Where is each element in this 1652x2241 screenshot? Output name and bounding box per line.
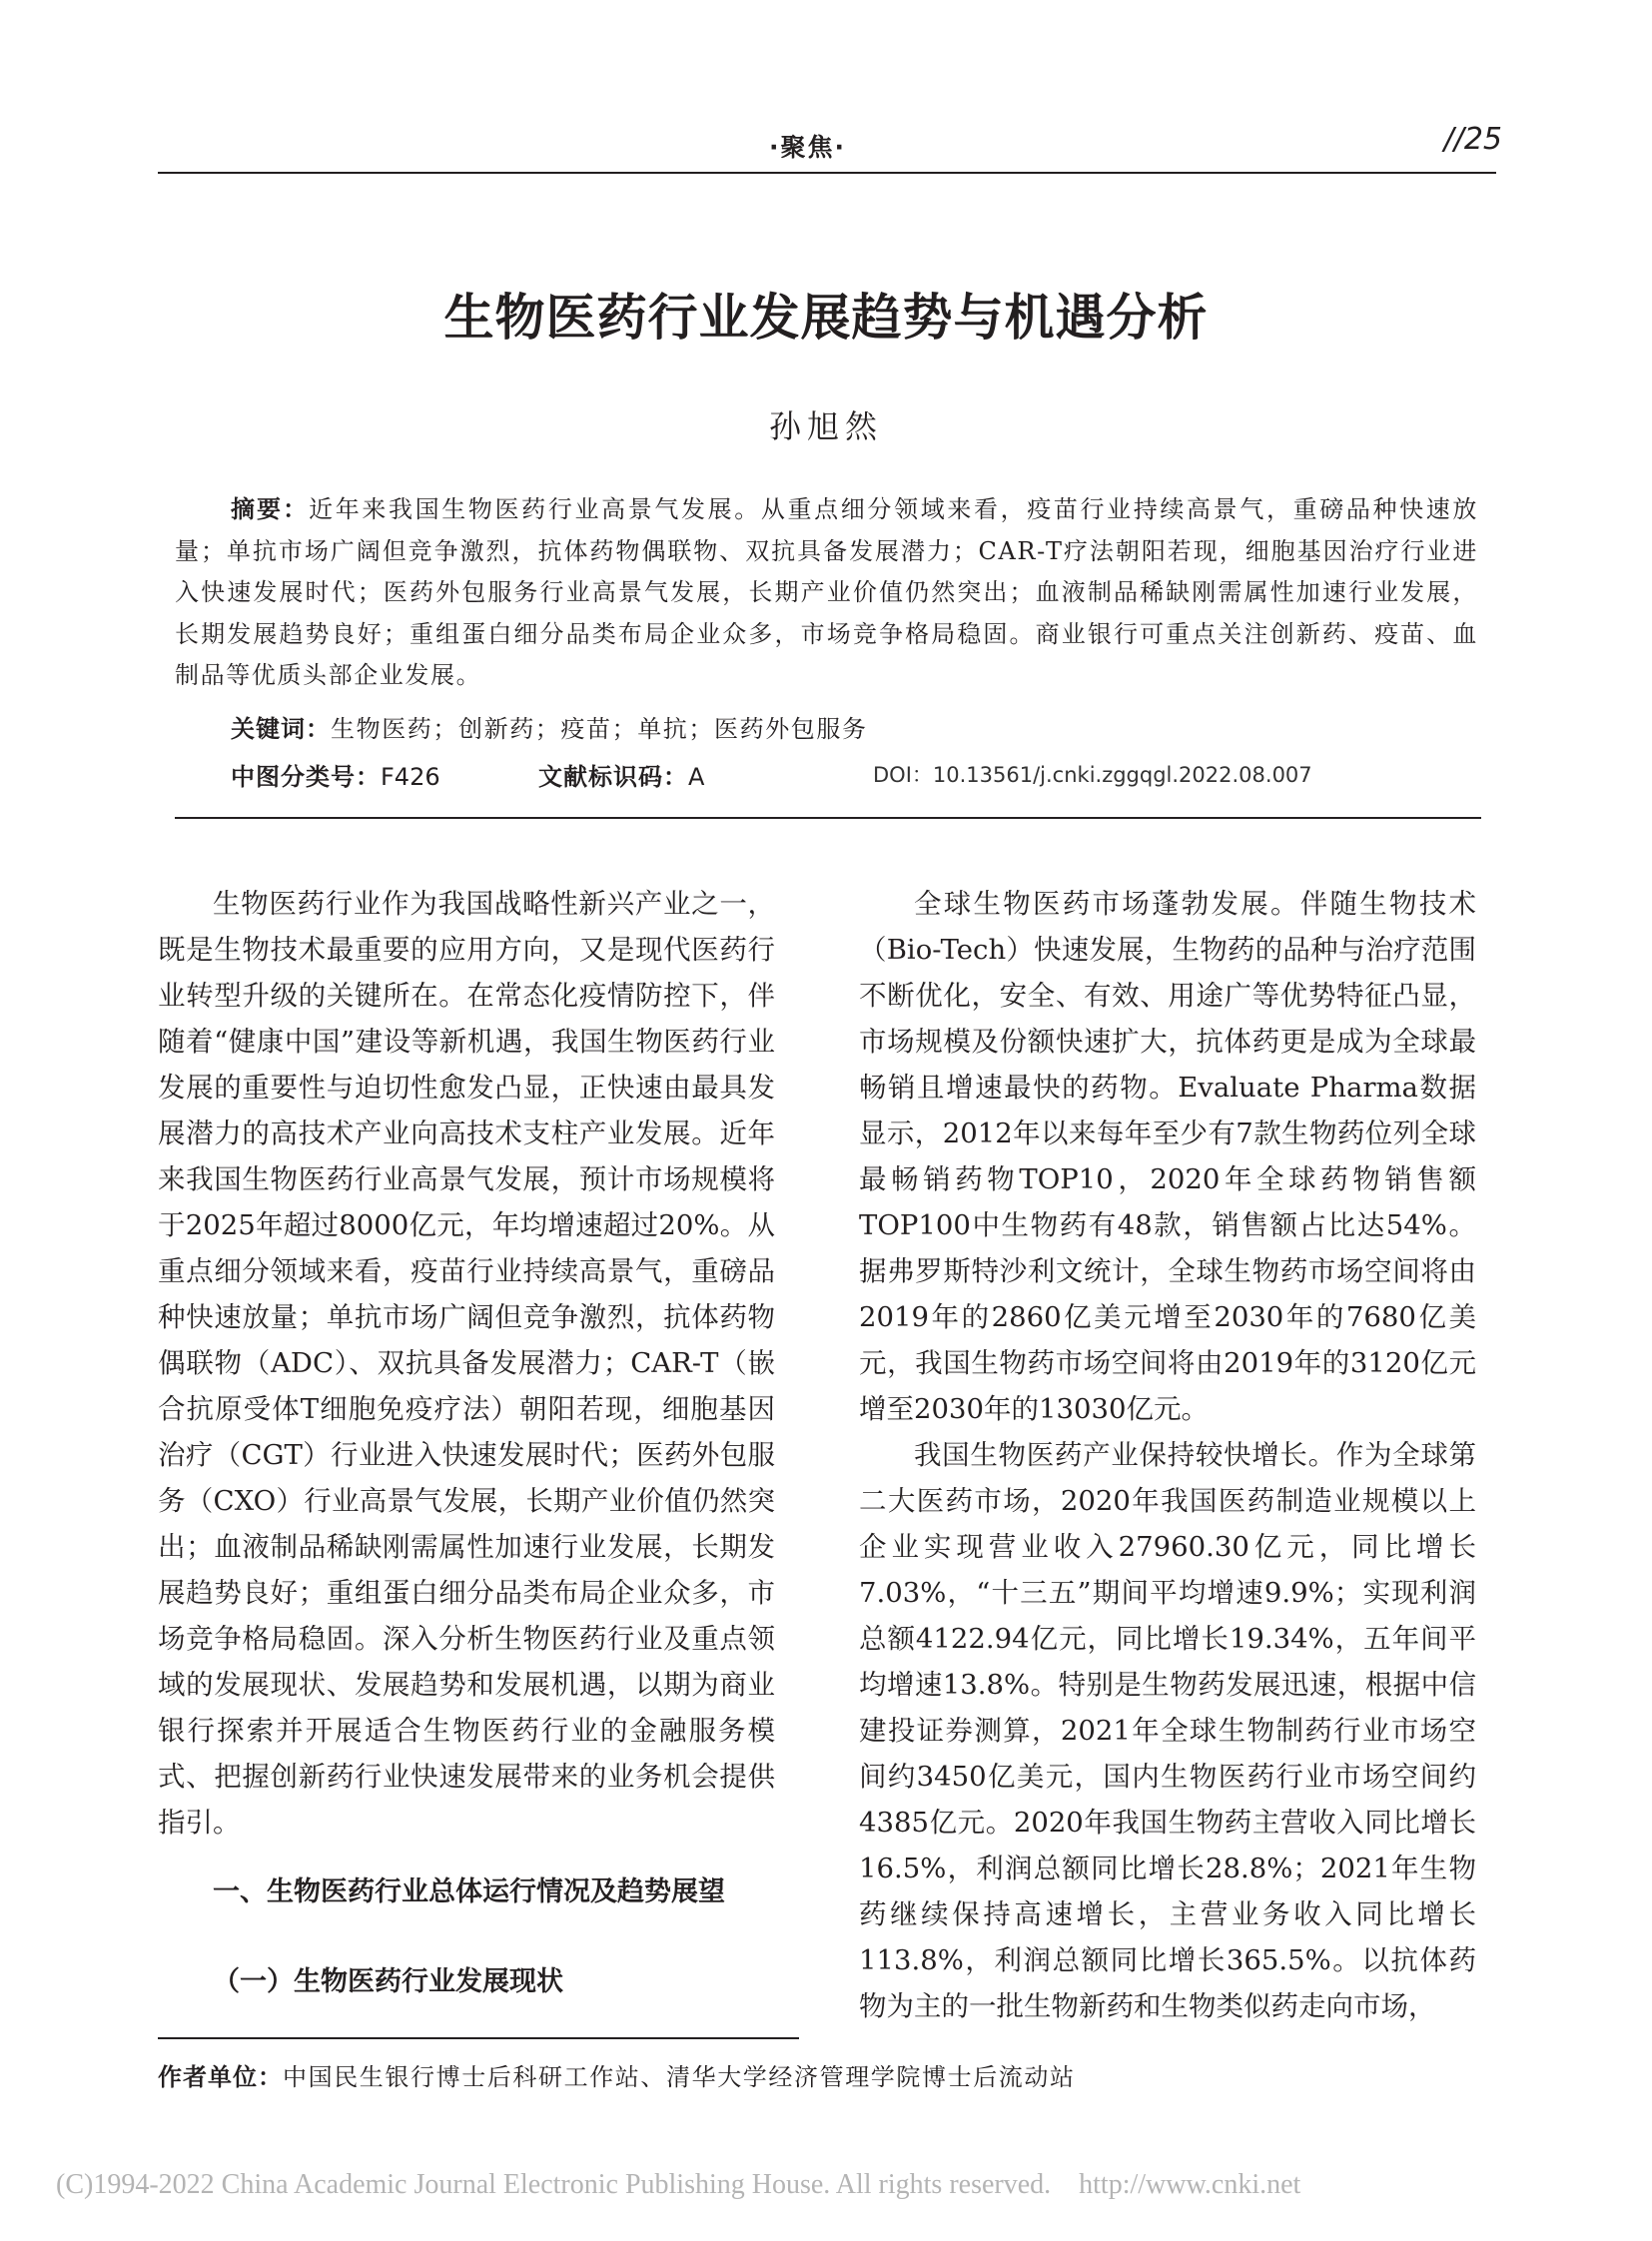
copyright-notice	[56, 2169, 1300, 2201]
clc-label: 中图分类号：	[231, 763, 381, 791]
body-column-right	[859, 881, 1476, 2029]
article-author: 孙旭然	[768, 407, 883, 445]
classification-row	[231, 757, 1429, 793]
subsection-heading: （一）生物医药行业发展现状	[213, 1966, 563, 1997]
doi: DOI：10.13561/j.cnki.zggqgl.2022.08.007	[873, 763, 1312, 787]
body-paragraph: 生物医药行业作为我国战略性新兴产业之一，既是生物技术最重要的应用方向，又是现代医药行业转型升级的关键所在。在常态化疫情防控下，伴随着“健康中国”建设等新机遇，我国生物医药行业发展的重要性与迫切性愈发凸显，正快速由最具发展潜力的高技术产业向高技术支柱产业发展。近年来我国生物医药行业高景气发展，预计市场规模将于2025年超过8000亿元，年均增速超过20%。从重点细分领域来看，疫苗行业持续高景气，重磅品种快速放量；单抗市场广阔但竞争激烈，抗体药物偶联物（ADC）、双抗具备发展潜力；CAR-T（嵌合抗原受体T细胞免疫疗法）朝阳若现，细胞基因治疗（CGT）行业进入快速发展时代；医药外包服务（CXO）行业高景气发展，长期产业价值仍然突出；血液制品稀缺刚需属性加速行业发展，长期发展趋势良好；重组蛋白细分品类布局企业众多，市场竞争格局稳固。深入分析生物医药行业及重点领域的发展现状、发展趋势和发展机遇，以期为商业银行探索并开展适合生物医药行业的金融服务模式、把握创新药行业快速发展带来的业务机会提供指引。	[158, 888, 775, 1839]
body-paragraph: 全球生物医药市场蓬勃发展。伴随生物技术（Bio-Tech）快速发展，生物药的品种与治疗范围不断优化，安全、有效、用途广等优势特征凸显，市场规模及份额快速扩大，抗体药更是成为全球最畅销且增速最快的药物。Evaluate Pharma数据显示，2012年以来每年至少有7款生物药位列全球最畅销药物TOP10，2020年全球药物销售额TOP100中生物药有48款，销售额占比达54%。据弗罗斯特沙利文统计，全球生物药市场空间将由2019年的2860亿美元增至2030年的7680亿美元，我国生物药市场空间将由2019年的3120亿元增至2030年的13030亿元。	[859, 888, 1476, 1425]
article-title: 生物医药行业发展趋势与机遇分析	[443, 289, 1209, 347]
keywords	[231, 709, 868, 744]
doc-code-label: 文献标识码：	[538, 763, 688, 791]
document-code	[538, 757, 704, 792]
page-number: //25	[1443, 122, 1502, 157]
abstract	[175, 489, 1478, 697]
affiliation-label: 作者单位：	[158, 2063, 283, 2091]
journal-section-label: ·聚焦·	[769, 133, 846, 162]
section-heading: 一、生物医药行业总体运行情况及趋势展望	[213, 1876, 725, 1907]
body-column-left	[158, 881, 775, 1846]
copyright-text: (C)1994-2022 China Academic Journal Electronic Publishing House. All rights reserved.	[56, 2169, 1052, 2200]
clc-value: F426	[381, 763, 440, 791]
abstract-label: 摘要：	[231, 495, 310, 523]
abstract-text: 近年来我国生物医药行业高景气发展。从重点细分领域来看，疫苗行业持续高景气，重磅品种快速放量；单抗市场广阔但竞争激烈，抗体药物偶联物、双抗具备发展潜力；CAR-T疗法朝阳若现，细胞基因治疗行业进入快速发展时代；医药外包服务行业高景气发展，长期产业价值仍然突出；血液制品稀缺刚需属性加速行业发展，长期发展趋势良好；重组蛋白细分品类布局企业众多，市场竞争格局稳固。商业银行可重点关注创新药、疫苗、血制品等优质头部企业发展。	[175, 495, 1478, 690]
keywords-text: 生物医药；创新药；疫苗；单抗；医药外包服务	[331, 715, 868, 743]
clc-number	[231, 757, 440, 792]
affiliation-text: 中国民生银行博士后科研工作站、清华大学经济管理学院博士后流动站	[283, 2063, 1076, 2091]
keywords-label: 关键词：	[231, 715, 331, 743]
doc-code-value: A	[688, 763, 705, 791]
publisher-url: http://www.cnki.net	[1079, 2169, 1301, 2200]
footnote-divider	[158, 2037, 799, 2039]
header-divider	[158, 172, 1496, 174]
body-paragraph: 我国生物医药产业保持较快增长。作为全球第二大医药市场，2020年我国医药制造业规模以上企业实现营业收入27960.30亿元，同比增长7.03%，“十三五”期间平均增速9.9%；实现利润总额4122.94亿元，同比增长19.34%，五年间平均增速13.8%。特别是生物药发展迅速，根据中信建投证券测算，2021年全球生物制药行业市场空间约3450亿美元，国内生物医药行业市场空间约4385亿元。2020年我国生物药主营收入同比增长16.5%，利润总额同比增长28.8%；2021年生物药继续保持高速增长，主营业务收入同比增长113.8%，利润总额同比增长365.5%。以抗体药物为主的一批生物新药和生物类似药走向市场，	[859, 1439, 1476, 2022]
abstract-divider	[175, 817, 1481, 819]
author-affiliation	[158, 2057, 1076, 2092]
